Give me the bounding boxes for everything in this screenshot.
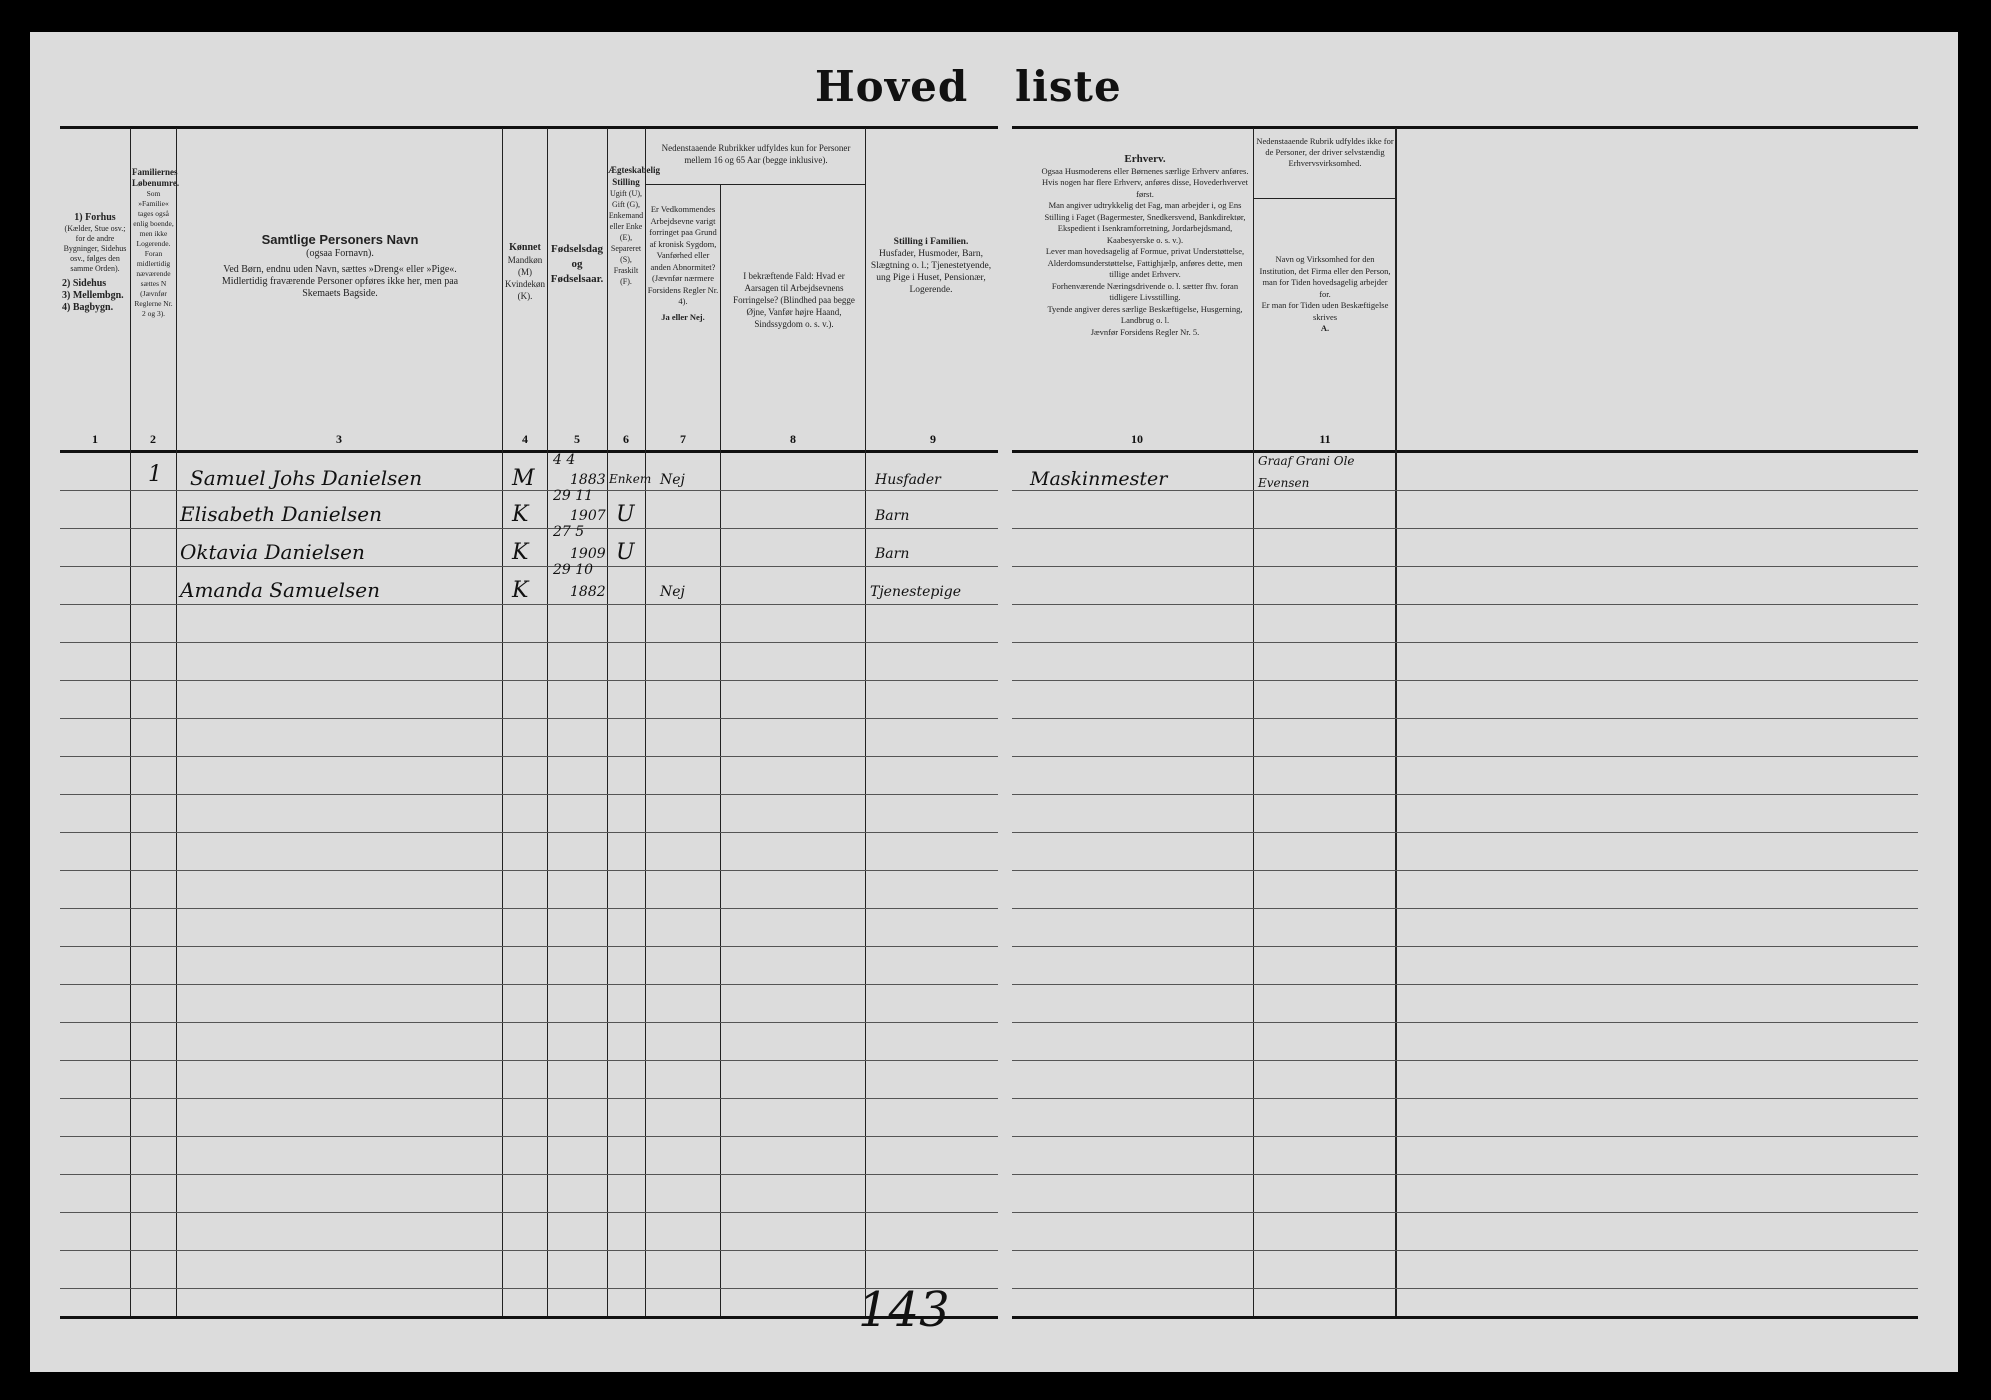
col8-body: I bekræftende Fald: Hvad er Aarsagen til Arbejdsevnens Forringelse? (Blindhed paa begge Øjne, Vanfør højre Haand, Sindssygdom o. s. v.). bbox=[733, 271, 855, 329]
birth-day: 27 5 bbox=[553, 524, 585, 540]
disability-answer: Nej bbox=[660, 584, 685, 600]
col6-body: Ugift (U), Gift (G), Enkemand eller Enke (E), Separeret (S), Fraskilt (F). bbox=[608, 189, 644, 286]
ruled-row-line bbox=[1012, 604, 1918, 605]
marital-status: U bbox=[616, 502, 635, 527]
col-divider bbox=[176, 128, 177, 1316]
title-left: Hoved bbox=[815, 62, 969, 111]
col7-header bbox=[647, 204, 719, 323]
family-role: Husfader bbox=[875, 472, 941, 488]
col-divider bbox=[1395, 128, 1397, 1316]
column-number: 7 bbox=[680, 432, 686, 446]
bottom-rule-right bbox=[1012, 1316, 1918, 1319]
person-name: Oktavia Danielsen bbox=[180, 540, 365, 564]
title-right: liste bbox=[1015, 62, 1122, 111]
column-number: 3 bbox=[336, 432, 342, 446]
ruled-row-line bbox=[1012, 984, 1918, 985]
ruled-row-line bbox=[60, 1136, 998, 1137]
ruled-row-line bbox=[60, 604, 998, 605]
col6-header bbox=[608, 164, 661, 287]
col-divider bbox=[1253, 128, 1254, 1316]
col-divider bbox=[130, 128, 131, 1316]
col-divider bbox=[547, 128, 548, 1316]
ruled-row-line bbox=[1012, 490, 1918, 491]
ruled-row-line bbox=[60, 1022, 998, 1023]
col10-body5: Forhenværende Næringsdrivende o. l. sætter fhv. foran tidligere Livsstilling. bbox=[1051, 280, 1239, 302]
ruled-row-line bbox=[1012, 528, 1918, 529]
ruled-row-line bbox=[60, 1250, 998, 1251]
col10-body1: Ogsaa Husmoderens eller Børnenes særlige Erhverv anføres. bbox=[1041, 165, 1249, 176]
ruled-row-line bbox=[1012, 1098, 1918, 1099]
col78-note: Nedenstaaende Rubrikker udfyldes kun for Personer mellem 16 og 65 Aar (begge inklusive). bbox=[661, 143, 851, 165]
marital-status: Enkem bbox=[609, 472, 652, 486]
col1-opt2: 2) Sidehus bbox=[62, 278, 107, 289]
column-number: 10 bbox=[1131, 432, 1143, 446]
col-divider bbox=[720, 184, 721, 1316]
ruled-row-line bbox=[60, 1212, 998, 1213]
birth-year: 1883 bbox=[570, 472, 606, 488]
col1-note: (Kælder, Stue osv.; for de andre Bygninger, Sidehus osv., følges den samme Orden). bbox=[63, 224, 127, 273]
col3-head: Samtlige Personers Navn bbox=[261, 232, 419, 247]
ruled-row-line bbox=[60, 832, 998, 833]
col1-header bbox=[62, 212, 128, 314]
ruled-row-line bbox=[1012, 680, 1918, 681]
col4-body: Mandkøn (M) Kvindekøn (K). bbox=[505, 255, 545, 301]
person-name: Amanda Samuelsen bbox=[180, 578, 380, 602]
col1-opt3: 3) Mellembgn. bbox=[62, 290, 124, 301]
col78-note-rule bbox=[645, 184, 865, 185]
column-number: 8 bbox=[790, 432, 796, 446]
birth-year: 1882 bbox=[570, 584, 606, 600]
col6-head: Ægteskabelig Stilling bbox=[608, 165, 661, 187]
ruled-row-line bbox=[1012, 1060, 1918, 1061]
col9-body: Husfader, Husmoder, Barn, Slægtning o. l.; Tjenestetyende, ung Pige i Huset, Pensionær, Logerende. bbox=[870, 249, 992, 295]
col10-body3: Man angiver udtrykkelig det Fag, man arbejder i, og Ens Stilling i Faget (Bagermester, Snedkersvend, Bankdirektør, Ekspedient i Isenkramforretning, Jordarbejdsmand, Kaabesyerske o. s. v.). bbox=[1044, 200, 1246, 245]
ruled-row-line bbox=[60, 642, 998, 643]
ruled-row-line bbox=[60, 946, 998, 947]
col-divider bbox=[607, 128, 608, 1316]
ruled-row-line bbox=[1012, 946, 1918, 947]
ruled-row-line bbox=[1012, 870, 1918, 871]
ruled-row-line bbox=[1012, 1174, 1918, 1175]
col5-header bbox=[549, 242, 605, 287]
col10-header bbox=[1040, 154, 1250, 338]
col1-opt4: 4) Bagbygn. bbox=[62, 302, 114, 313]
col2-header bbox=[132, 167, 180, 319]
col4-header bbox=[504, 242, 546, 302]
ruled-row-line bbox=[1012, 1250, 1918, 1251]
ruled-row-line bbox=[1012, 566, 1918, 567]
col11-header bbox=[1256, 254, 1394, 335]
ruled-row-line bbox=[60, 718, 998, 719]
birth-day: 29 11 bbox=[553, 488, 594, 504]
ruled-row-line bbox=[1012, 756, 1918, 757]
header-rule-right bbox=[1012, 450, 1918, 453]
marital-status: U bbox=[616, 540, 635, 565]
ruled-row-line bbox=[60, 1060, 998, 1061]
ruled-row-line bbox=[60, 984, 998, 985]
family-role: Barn bbox=[875, 546, 910, 562]
col2-body: Som »Familie« tages også enlig boende, men ikke Logerende. Foran midlertidig næværende sættes N (Jævnfør Reglerne Nr. 2 og 3). bbox=[133, 189, 174, 318]
birth-day: 29 10 bbox=[553, 562, 594, 578]
column-number: 6 bbox=[623, 432, 629, 446]
col3-sub: (ogsaa Fornavn). bbox=[306, 248, 374, 259]
col5-head: Fødselsdag og Fødselsaar. bbox=[550, 243, 604, 285]
col9-header bbox=[868, 236, 994, 296]
col3-header bbox=[210, 232, 470, 300]
col-divider bbox=[865, 128, 866, 1316]
page-number: 143 bbox=[858, 1282, 950, 1338]
ruled-row-line bbox=[1012, 718, 1918, 719]
family-role: Tjenestepige bbox=[870, 584, 962, 600]
ruled-row-line bbox=[60, 870, 998, 871]
header-rule-left bbox=[60, 450, 998, 453]
column-number: 2 bbox=[150, 432, 156, 446]
top-rule-left bbox=[60, 126, 998, 129]
column-number: 1 bbox=[92, 432, 98, 446]
column-number: 4 bbox=[522, 432, 528, 446]
person-sex: M bbox=[512, 466, 535, 491]
col11-body2: Er man for Tiden uden Beskæftigelse skrives bbox=[1261, 300, 1389, 322]
ruled-row-line bbox=[1012, 1022, 1918, 1023]
person-name: Samuel Johs Danielsen bbox=[190, 466, 423, 490]
birth-year: 1909 bbox=[570, 546, 606, 562]
ruled-row-line bbox=[60, 756, 998, 757]
birth-year: 1907 bbox=[570, 508, 606, 524]
ruled-row-line bbox=[60, 1098, 998, 1099]
col3-body2: Midlertidig fraværende Personer opføres ikke her, men paa Skemaets Bagside. bbox=[221, 276, 459, 299]
family-number: 1 bbox=[148, 462, 162, 487]
col7-body: Er Vedkommendes Arbejdsevne varigt forringet paa Grund af kronisk Sygdom, Vanførhed eller anden Abnormitet? (Jævnfør nærmere Forsidens Regler Nr. 4). bbox=[647, 204, 719, 306]
ruled-row-line bbox=[60, 528, 998, 529]
top-rule-right bbox=[1012, 126, 1918, 129]
person-sex: K bbox=[512, 578, 529, 603]
employer: Graaf Grani Ole Evensen bbox=[1258, 454, 1355, 490]
col10-body2: Hvis nogen har flere Erhverv, anføres disse, Hovederhvervet først. bbox=[1042, 177, 1248, 199]
disability-answer: Nej bbox=[660, 472, 685, 488]
col2-head: Familiernes Løbenumre. bbox=[132, 167, 180, 188]
ruled-row-line bbox=[1012, 1288, 1918, 1289]
col4-head: Kønnet bbox=[509, 242, 541, 253]
census-sheet bbox=[30, 32, 1958, 1372]
family-role: Barn bbox=[875, 508, 910, 524]
occupation: Maskinmester bbox=[1030, 468, 1168, 490]
col11-note-rule bbox=[1253, 198, 1395, 199]
ruled-row-line bbox=[1012, 832, 1918, 833]
ruled-row-line bbox=[1012, 642, 1918, 643]
col1-main: 1) Forhus bbox=[74, 212, 116, 223]
birth-day: 4 4 bbox=[553, 452, 576, 468]
col10-head: Erhverv. bbox=[1124, 153, 1166, 165]
col11-letter: A. bbox=[1320, 323, 1330, 333]
col7-answer: Ja eller Nej. bbox=[661, 311, 705, 322]
col8-header bbox=[726, 270, 862, 330]
col3-body1: Ved Børn, endnu uden Navn, sættes »Dreng« eller »Pige«. bbox=[223, 264, 457, 275]
col-divider bbox=[645, 128, 646, 1316]
ruled-row-line bbox=[1012, 1212, 1918, 1213]
col10-body7: Jævnfør Forsidens Regler Nr. 5. bbox=[1090, 326, 1200, 337]
ruled-row-line bbox=[60, 908, 998, 909]
col10-body6: Tyende angiver deres særlige Beskæftigelse, Husgerning, Landbrug o. l. bbox=[1047, 303, 1243, 325]
col9-head: Stilling i Familien. bbox=[893, 237, 969, 247]
col11-body: Navn og Virksomhed for den Institution, det Firma eller den Person, man for Tiden hovedsagelig arbejder for. bbox=[1259, 254, 1391, 299]
column-number: 11 bbox=[1319, 432, 1331, 446]
person-sex: K bbox=[512, 502, 529, 527]
col10-body4: Lever man hovedsagelig af Formue, privat Understøttelse, Alderdomsunderstøttelse, Fattighjælp, anføres dette, men tillige andet Erhverv. bbox=[1045, 246, 1245, 279]
column-number: 5 bbox=[574, 432, 580, 446]
col-divider bbox=[502, 128, 503, 1316]
ruled-row-line bbox=[1012, 794, 1918, 795]
ruled-row-line bbox=[60, 794, 998, 795]
person-sex: K bbox=[512, 540, 529, 565]
col11-note: Nedenstaaende Rubrik udfyldes ikke for de Personer, der driver selvstændig Erhvervsvirksomhed. bbox=[1256, 136, 1394, 168]
ruled-row-line bbox=[60, 566, 998, 567]
ruled-row-line bbox=[60, 1174, 998, 1175]
column-number: 9 bbox=[930, 432, 936, 446]
ruled-row-line bbox=[1012, 1136, 1918, 1137]
ruled-row-line bbox=[60, 680, 998, 681]
person-name: Elisabeth Danielsen bbox=[180, 502, 382, 526]
ruled-row-line bbox=[1012, 908, 1918, 909]
